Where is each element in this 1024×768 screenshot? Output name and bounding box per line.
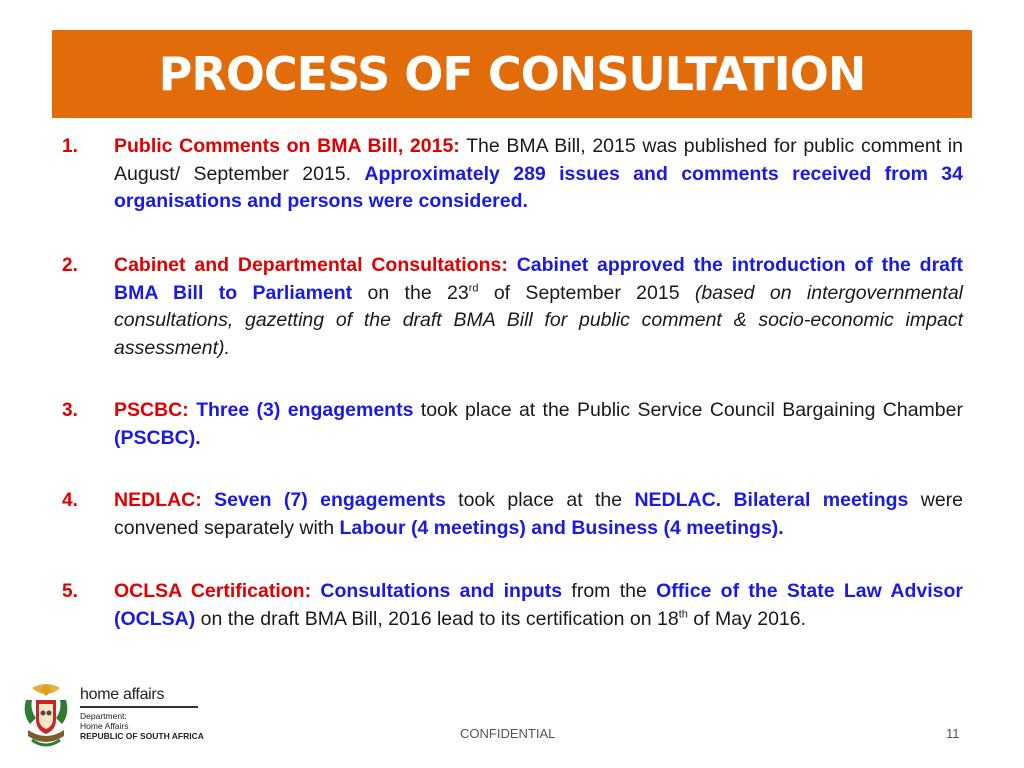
- item-body: of May 2016.: [687, 607, 807, 630]
- item-heading: NEDLAC:: [114, 489, 202, 511]
- item-highlight: Consultations and inputs: [320, 580, 563, 602]
- item-highlight: Cabinet approved the introduction of the draft BMA Bill to Parliament: [114, 254, 963, 304]
- item-italic: (based on intergovernmental consultations, gazetting of the draft BMA Bill for public comment & socio-economic impact assessment).: [114, 281, 963, 359]
- item-body: of September 2015: [478, 281, 695, 304]
- item-body: took place at the: [445, 489, 635, 511]
- item-heading: PSCBC:: [114, 399, 189, 421]
- item-body: from the: [562, 580, 657, 602]
- item-text: [114, 487, 963, 542]
- ordinal-suffix: th: [678, 608, 688, 620]
- item-text: [114, 252, 963, 362]
- logo-divider: [80, 706, 198, 708]
- title-bar: [52, 30, 972, 118]
- item-number: 4.: [62, 490, 78, 511]
- item-body: The BMA Bill, 2015 was published for public comment in August/ September 2015.: [114, 135, 963, 185]
- item-highlight: Office of the State Law Advisor (OCLSA): [114, 580, 963, 630]
- item-number: 5.: [62, 581, 78, 602]
- item-body: on the 23: [352, 281, 469, 304]
- logo-department: Department:: [80, 711, 127, 721]
- logo-country: REPUBLIC OF SOUTH AFRICA: [80, 731, 204, 741]
- item-highlight: Three (3) engagements: [196, 399, 414, 421]
- logo-name: home affairs: [80, 686, 165, 703]
- item-highlight: (PSCBC).: [114, 426, 201, 449]
- item-highlight: Approximately 289 issues and comments received from 34 organisations and persons were considered.: [114, 162, 963, 212]
- slide-title: PROCESS OF CONSULTATION: [158, 47, 866, 101]
- item-body: were convened separately with: [114, 489, 963, 539]
- item-number: 2.: [62, 255, 78, 276]
- item-number: 3.: [62, 400, 78, 421]
- logo-department-name: Home Affairs: [80, 721, 129, 731]
- confidential-label: CONFIDENTIAL: [460, 726, 556, 741]
- page-number: 11: [946, 726, 960, 741]
- item-heading: Cabinet and Departmental Consultations:: [114, 254, 508, 276]
- coat-of-arms-icon: [18, 680, 74, 754]
- item-body: on the draft BMA Bill, 2016 lead to its certification on 18: [195, 607, 679, 630]
- item-body: took place at the Public Service Council Bargaining Chamber: [413, 399, 963, 421]
- item-text: [114, 397, 963, 452]
- item-highlight: Seven (7) engagements: [214, 489, 446, 511]
- home-affairs-logo: [18, 680, 208, 756]
- item-highlight: NEDLAC. Bilateral meetings: [634, 489, 909, 511]
- item-highlight: Labour (4 meetings) and Business (4 meetings).: [339, 516, 784, 539]
- item-heading: OCLSA Certification:: [114, 580, 312, 602]
- ordinal-suffix: rd: [468, 282, 479, 294]
- item-text: [114, 578, 963, 633]
- item-heading: Public Comments on BMA Bill, 2015:: [114, 135, 460, 157]
- item-text: [114, 133, 963, 216]
- item-number: 1.: [62, 136, 78, 157]
